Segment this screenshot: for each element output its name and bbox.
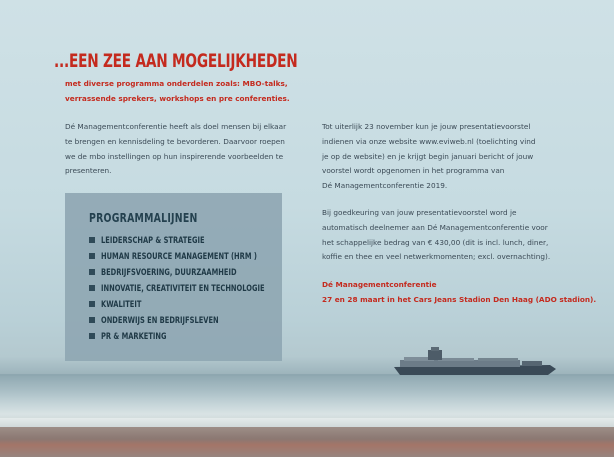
lead-line: met diverse programma onderdelen zoals: MBO-talks, xyxy=(65,79,288,88)
intro-line: te brengen en kennisdeling te bevorderen. Daarvoor roepen xyxy=(65,136,285,146)
event-name: Dé Managementconferentie xyxy=(322,280,437,289)
lead-text xyxy=(65,76,305,106)
program-item xyxy=(89,296,305,312)
container-ship-image xyxy=(390,347,560,377)
square-bullet-icon xyxy=(89,317,95,323)
program-item xyxy=(89,328,305,344)
event-info xyxy=(322,278,597,308)
submission-line: Dé Managementconferentie 2019. xyxy=(322,181,448,191)
intro-line: presenteren. xyxy=(65,166,112,176)
program-item xyxy=(89,248,305,264)
approval-line: Bij goedkeuring van jouw presentatievoorstel word je xyxy=(322,208,517,217)
square-bullet-icon xyxy=(89,333,95,339)
square-bullet-icon xyxy=(89,301,95,307)
programmalijnen-title: PROGRAMMALIJNEN xyxy=(89,211,198,225)
program-item-label: KWALITEIT xyxy=(101,299,142,309)
program-item-label: ONDERWIJS EN BEDRIJFSLEVEN xyxy=(101,315,219,325)
submission-line: je op de website) en je krijgt begin januari bericht of jouw xyxy=(322,151,534,161)
submission-paragraph xyxy=(322,120,562,194)
program-item xyxy=(89,312,305,328)
submission-line: voorstel wordt opgenomen in het programma van xyxy=(322,166,505,176)
program-item-label: PR & MARKETING xyxy=(101,331,167,341)
approval-paragraph xyxy=(322,206,562,265)
program-item-label: BEDRIJFSVOERING, DUURZAAMHEID xyxy=(101,267,237,277)
intro-paragraph xyxy=(65,120,295,179)
program-item-label: INNOVATIE, CREATIVITEIT EN TECHNOLOGIE xyxy=(101,283,265,293)
program-item-label: HUMAN RESOURCE MANAGEMENT (HRM ) xyxy=(101,251,257,261)
program-item xyxy=(89,232,305,248)
beach-strip xyxy=(0,427,614,457)
submission-line: indienen via onze website www.eviweb.nl (toelichting vind xyxy=(322,136,536,146)
submission-line: Tot uiterlijk 23 november kun je jouw presentatievoorstel xyxy=(322,122,531,131)
program-item xyxy=(89,280,305,296)
square-bullet-icon xyxy=(89,269,95,275)
approval-line: het schappelijke bedrag van € 430,00 (dit is incl. lunch, diner, xyxy=(322,237,549,247)
intro-line: Dé Managementconferentie heeft als doel mensen bij elkaar xyxy=(65,122,287,131)
program-item-label: LEIDERSCHAP & STRATEGIE xyxy=(101,235,205,245)
programmalijnen-list xyxy=(89,232,305,344)
square-bullet-icon xyxy=(89,237,95,243)
approval-line: automatisch deelnemer aan Dé Managementconferentie voor xyxy=(322,222,548,232)
square-bullet-icon xyxy=(89,285,95,291)
program-item xyxy=(89,264,305,280)
intro-line: we de mbo instellingen op hun inspirerende voorbeelden te xyxy=(65,151,284,161)
event-details: 27 en 28 maart in het Cars Jeans Stadion Den Haag (ADO stadion). xyxy=(322,294,597,304)
lead-line: verrassende sprekers, workshops en pre conferenties. xyxy=(65,94,290,103)
square-bullet-icon xyxy=(89,253,95,259)
approval-line: koffie en thee en veel netwerkmomenten; excl. overnachting). xyxy=(322,252,551,262)
headline: ...EEN ZEE AAN MOGELIJKHEDEN xyxy=(54,50,298,72)
